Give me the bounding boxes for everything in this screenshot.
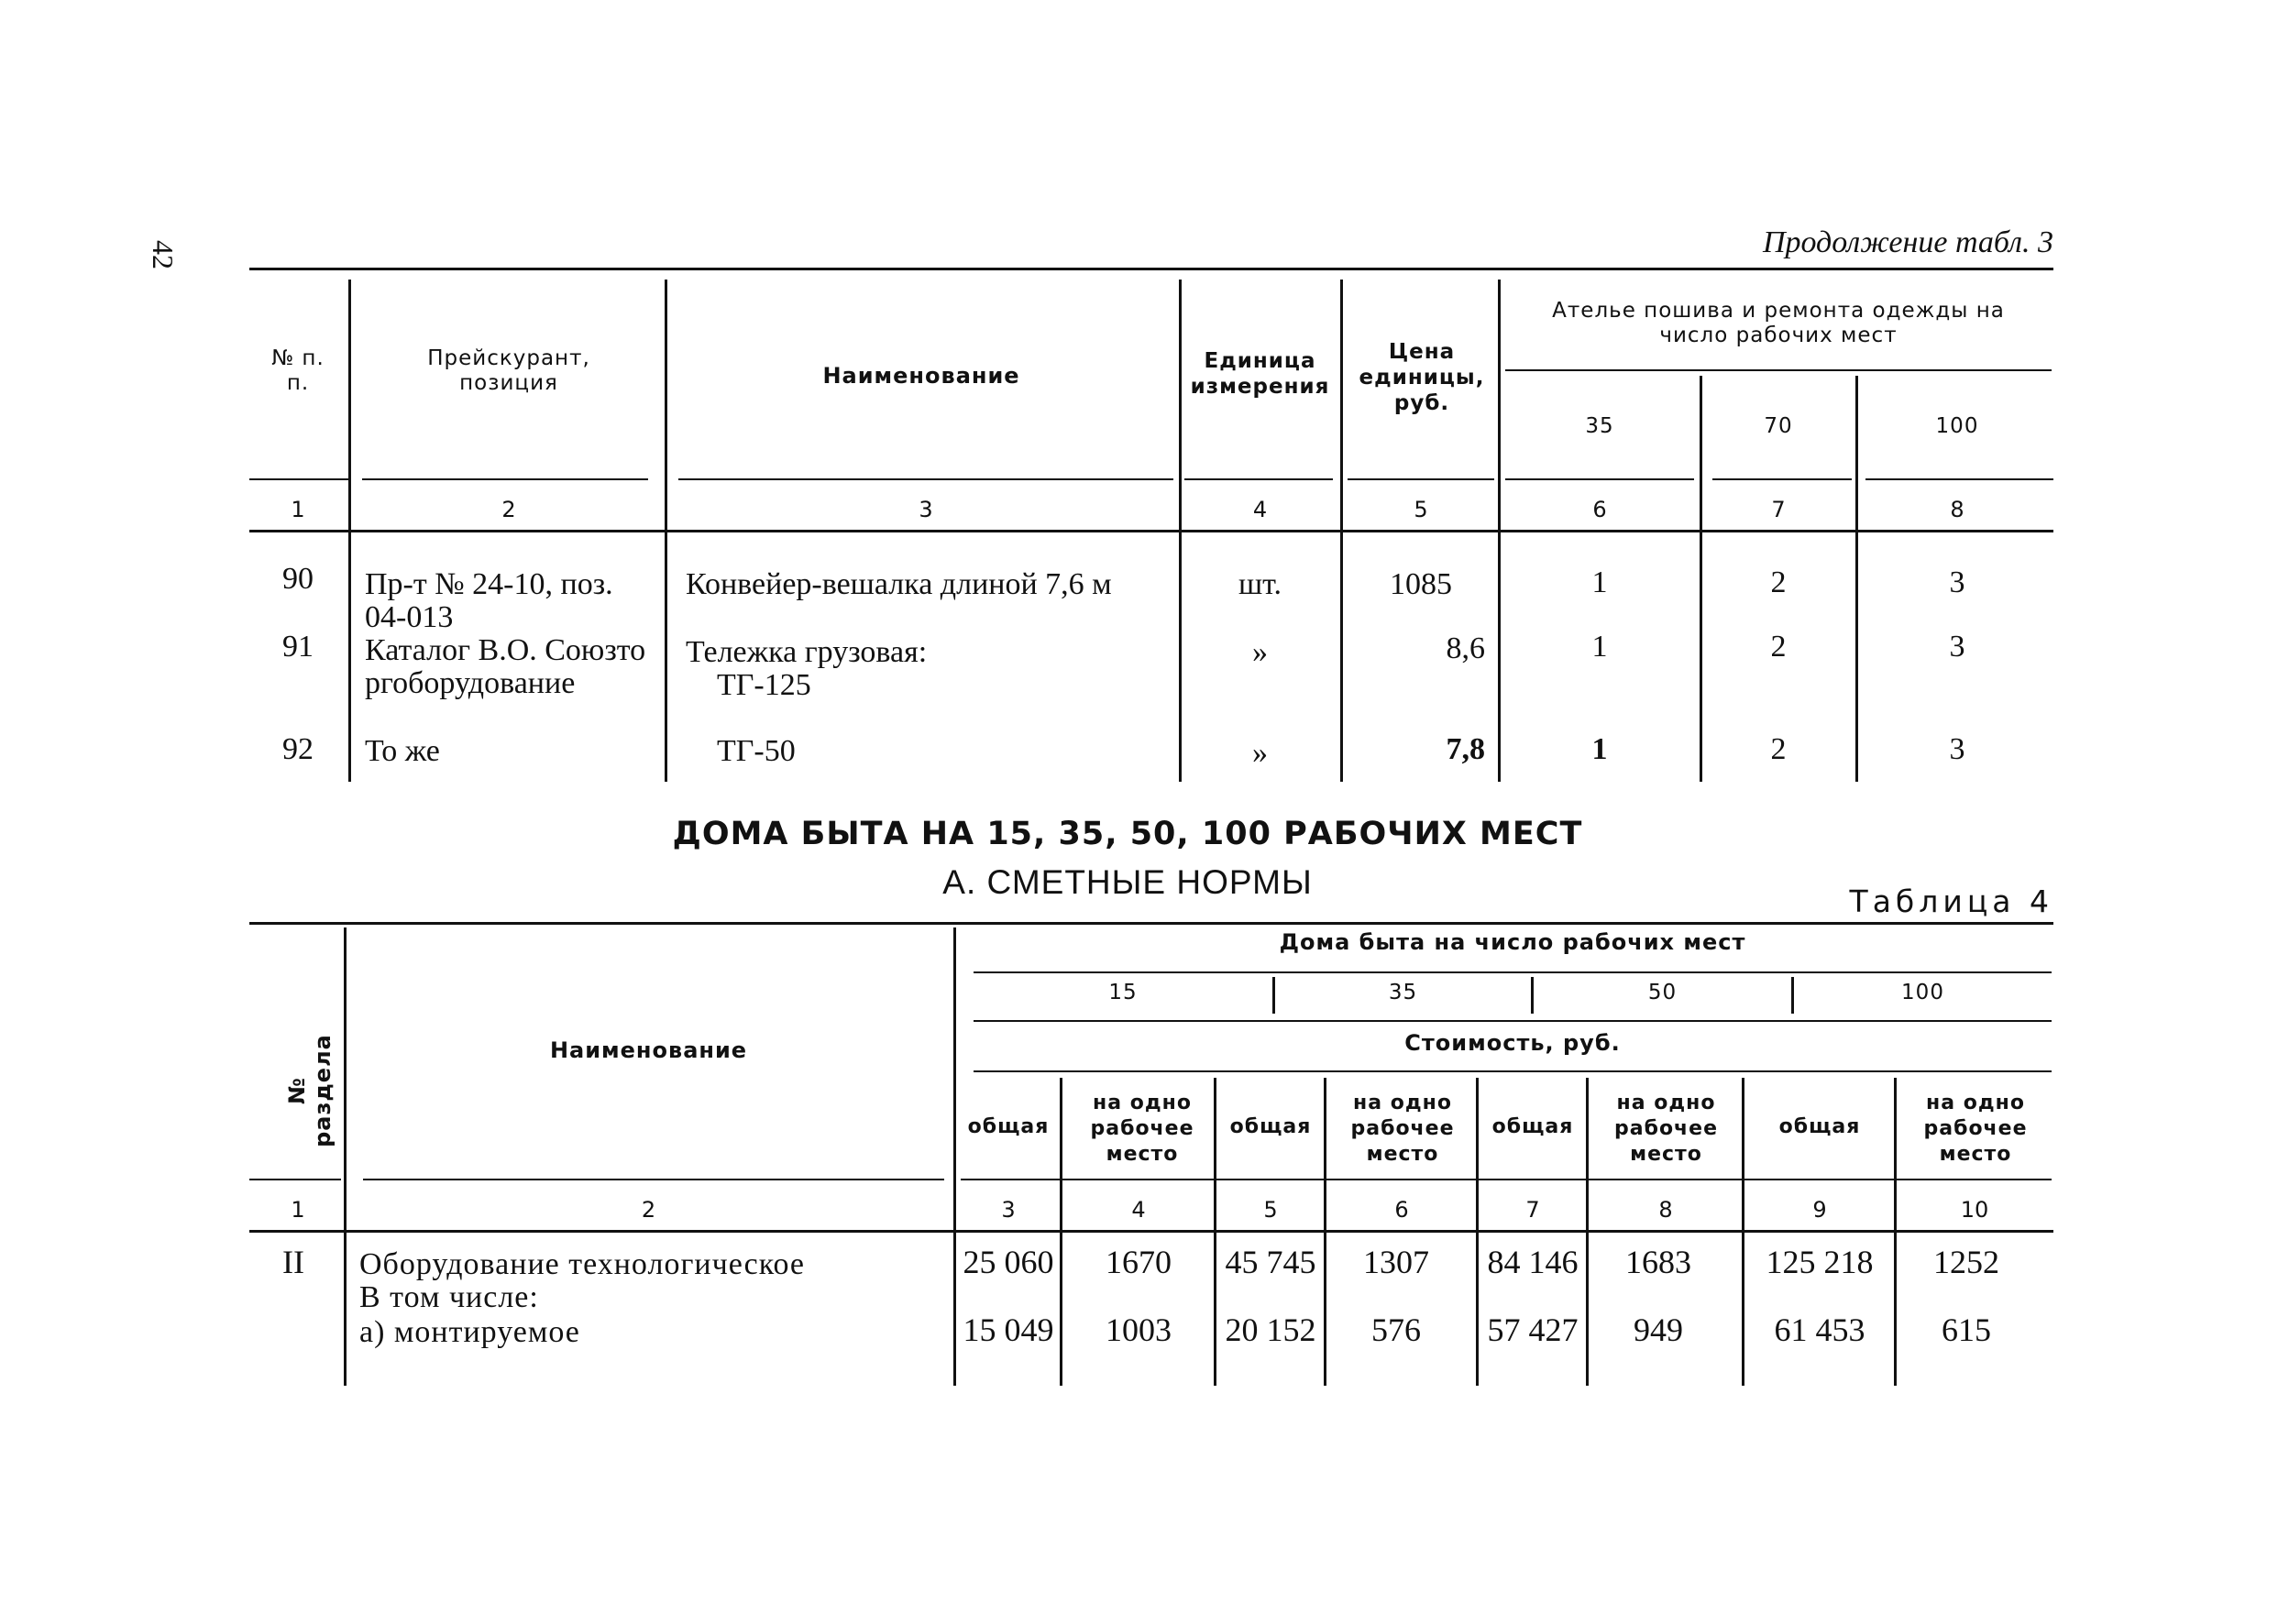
cell-15-per: 1003 [1106,1311,1172,1348]
cell-50-total: 57 427 [1487,1311,1579,1348]
cell-50-per: 1683 [1625,1244,1691,1280]
row-num: 90 [282,562,314,596]
colnum: 4 [1131,1197,1146,1223]
section-subtitle: А. СМЕТНЫЕ НОРМЫ [942,863,1313,901]
row-c70: 2 [1770,630,1787,664]
header-name: Наименование [822,363,1020,389]
header-section-no: № раздела [284,1034,336,1147]
colnum: 1 [291,1197,305,1223]
header-perplace-15: на одно рабочее место [1090,1092,1194,1166]
colnum: 8 [1950,497,1964,522]
colnum: 7 [1771,497,1786,522]
cell-35-total: 20 152 [1225,1311,1316,1348]
cell-15-per: 1670 [1106,1244,1172,1280]
colnum: 10 [1960,1197,1989,1223]
row-num: 91 [282,630,314,664]
colnum: 2 [641,1197,656,1223]
row-num: 92 [282,732,314,766]
colnum: 7 [1525,1197,1540,1223]
row-name-sub: ТГ-125 [717,668,811,702]
header-g100: 100 [1901,981,1944,1004]
colnum: 6 [1592,497,1607,522]
header-unit: Единица измерения [1190,349,1330,399]
row-name: Тележка грузовая: [686,635,928,669]
row-c100: 3 [1949,732,1965,766]
row-c35: 1 [1591,630,1608,664]
row-name: Конвейер-вешалка длиной 7,6 м [686,567,1112,601]
header-100: 100 [1935,414,1979,438]
header-pricelist: Прейскурант, позиция [427,346,590,395]
header-total-50: общая [1491,1115,1574,1138]
colnum: 6 [1394,1197,1409,1223]
cell-50-total: 84 146 [1487,1244,1579,1280]
cell-100-per: 615 [1942,1311,1991,1348]
header-price: Цена единицы, руб. [1359,340,1485,415]
continuation-label: Продолжение табл. 3 [1762,225,2053,259]
colnum: 5 [1414,497,1428,522]
header-group-domabyta: Дома быта на число рабочих мест [1279,929,1746,955]
row-c100: 3 [1949,630,1965,664]
cell-35-per: 576 [1371,1311,1421,1348]
header-cost: Стоимость, руб. [1404,1030,1621,1056]
header-g35: 35 [1388,981,1418,1004]
header-perplace-50: на одно рабочее место [1613,1092,1718,1166]
header-70: 70 [1764,414,1793,438]
row-price: 7,8 [1446,732,1485,766]
page-number: 42 [147,240,180,269]
row-name: ТГ-50 [717,734,796,768]
cell-100-per: 1252 [1933,1244,1999,1280]
cell-15-total: 25 060 [963,1244,1054,1280]
row-price: 8,6 [1446,631,1485,665]
cell-100-total: 61 453 [1774,1311,1865,1348]
colnum: 2 [501,497,516,522]
header-g15: 15 [1108,981,1138,1004]
row-name: В том числе: [359,1280,539,1314]
row-c35: 1 [1591,732,1608,766]
table-label: Таблица 4 [1849,883,2053,919]
cell-100-total: 125 218 [1766,1244,1874,1280]
row-c100: 3 [1949,565,1965,599]
header-num: № п. п. [271,346,325,395]
row-name: Оборудование технологическое [359,1247,806,1281]
row-price: 1085 [1390,567,1452,601]
header-perplace-35: на одно рабочее место [1350,1092,1455,1166]
row-c70: 2 [1770,732,1787,766]
header-name: Наименование [549,1037,748,1063]
row-unit: » [1252,635,1268,669]
header-total-35: общая [1229,1115,1312,1138]
colnum: 1 [291,497,305,522]
cell-35-per: 1307 [1363,1244,1429,1280]
row-c70: 2 [1770,565,1787,599]
colnum: 3 [1001,1197,1016,1223]
header-g50: 50 [1647,981,1678,1004]
header-perplace-100: на одно рабочее место [1923,1092,2028,1166]
colnum: 4 [1252,497,1268,522]
header-total-15: общая [967,1115,1050,1138]
row-pricelist: Каталог В.О. Союзторгоборудование [365,633,646,700]
colnum: 9 [1812,1197,1827,1223]
header-group-atelier: Ателье пошива и ремонта одежды на число рабочих мест [1552,299,2005,347]
row-section: II [282,1244,304,1280]
row-name: а) монтируемое [359,1315,580,1349]
cell-50-per: 949 [1634,1311,1683,1348]
row-unit: шт. [1238,567,1282,601]
section-title: ДОМА БЫТА НА 15, 35, 50, 100 РАБОЧИХ МЕСТ [672,816,1583,852]
colnum: 5 [1263,1197,1278,1223]
colnum: 8 [1658,1197,1673,1223]
row-pricelist: Пр-т № 24-10, поз. 04-013 [365,567,613,634]
header-total-100: общая [1778,1115,1861,1138]
row-pricelist: То же [365,734,440,768]
row-c35: 1 [1591,565,1608,599]
cell-35-total: 45 745 [1225,1244,1316,1280]
colnum: 3 [919,497,933,522]
row-unit: » [1252,736,1268,770]
cell-15-total: 15 049 [963,1311,1054,1348]
header-35: 35 [1585,414,1614,438]
